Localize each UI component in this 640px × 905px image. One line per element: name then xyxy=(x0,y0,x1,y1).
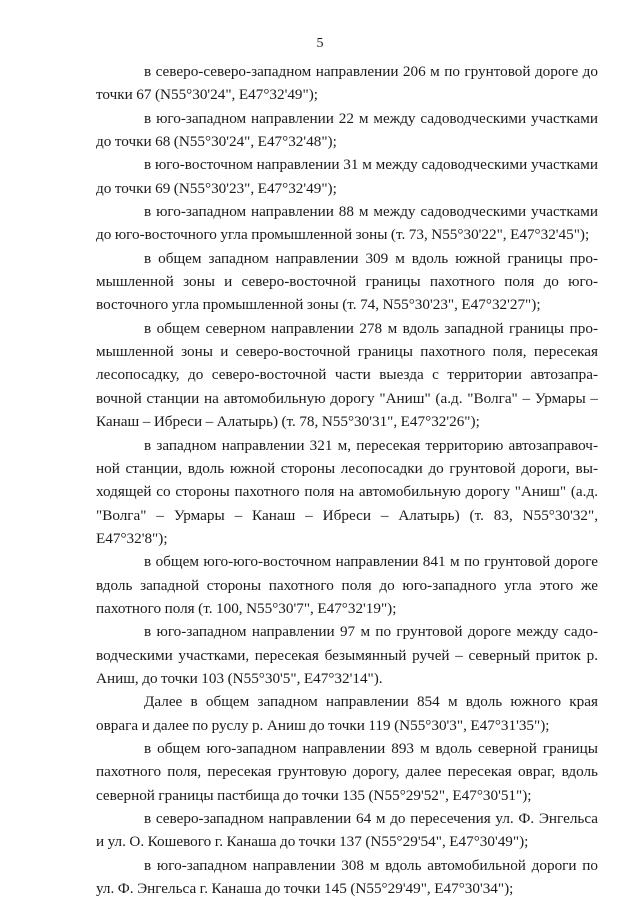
paragraph: в общем западном направлении 309 м вдоль южной границы промышленной зоны и северо-восточной границы пахотного поля до юго-восточного угла промышленной зоны (т. 74, N55°30'23", E47°32'27"); xyxy=(96,249,598,314)
paragraph: в юго-западном направлении 88 м между садоводческими участками до юго-восточного угла промышленной зоны (т. 73, N55°30'22", E47°32'45"); xyxy=(96,203,598,244)
paragraph: в общем юго-западном направлении 893 м вдоль северной границы пахотного поля, пересекая грунтовую дорогу, далее пересекая овраг, вдоль северной границы пастбища до точки 135 (N55°29'52", E47°30'51"); xyxy=(96,739,598,804)
document-body xyxy=(96,60,598,900)
paragraph: в общем юго-юго-восточном направлении 841 м по грунтовой дороге вдоль западной стороны пахотного поля до юго-западного угла этого же пахотного поля (т. 100, N55°30'7", E47°32'19"); xyxy=(96,553,598,617)
paragraph: в общем северном направлении 278 м вдоль западной границы промышленной зоны и северо-восточной границы пахотного поля, пересекая лесопосадку, до северо-восточной части выезда с территории автозаправочной станции на автомобильную дорогу "Аниш" (а.д. "Волга" – Урмары – Канаш – Ибреси – Алатырь) (т. 78, N55°30'31", E47°32'26"); xyxy=(96,319,598,431)
paragraph: в западном направлении 321 м, пересекая территорию автозаправочной станции, вдоль южной стороны лесопосадки до грунтовой дороги, выходящей со стороны пахотного поля на автомобильную дорогу "Аниш" (а.д. "Волга" – Урмары – Канаш – Ибреси – Алатырь) (т. 83, N55°30'32", E47°32'8"); xyxy=(96,436,598,547)
page-number: 5 xyxy=(316,36,324,51)
paragraph: в юго-западном направлении 22 м между садоводческими участками до точки 68 (N55°30'24", E47°32'48"); xyxy=(96,109,598,151)
paragraph: в северо-западном направлении 64 м до пересечения ул. Ф. Энгельса и ул. О. Кошевого г. Канаша до точки 137 (N55°29'54", E47°30'49"); xyxy=(96,810,598,851)
paragraph: в юго-западном направлении 97 м по грунтовой дороге между садоводческими участками, пересекая безымянный ручей – северный приток р. Аниш, до точки 103 (N55°30'5", E47°32'14"). xyxy=(96,623,598,687)
paragraph: в северо-северо-западном направлении 206 м по грунтовой дороге до точки 67 (N55°30'24", E47°32'49"); xyxy=(96,63,598,104)
paragraph: в юго-восточном направлении 31 м между садоводческими участками до точки 69 (N55°30'23", E47°32'49"); xyxy=(96,156,598,197)
paragraph: Далее в общем западном направлении 854 м вдоль южного края оврага и далее по руслу р. Аниш до точки 119 (N55°30'3", E47°31'35"); xyxy=(96,693,598,734)
paragraph: в юго-западном направлении 308 м вдоль автомобильной дороги по ул. Ф. Энгельса г. Канаша до точки 145 (N55°29'49", E47°30'34"); xyxy=(96,856,598,898)
